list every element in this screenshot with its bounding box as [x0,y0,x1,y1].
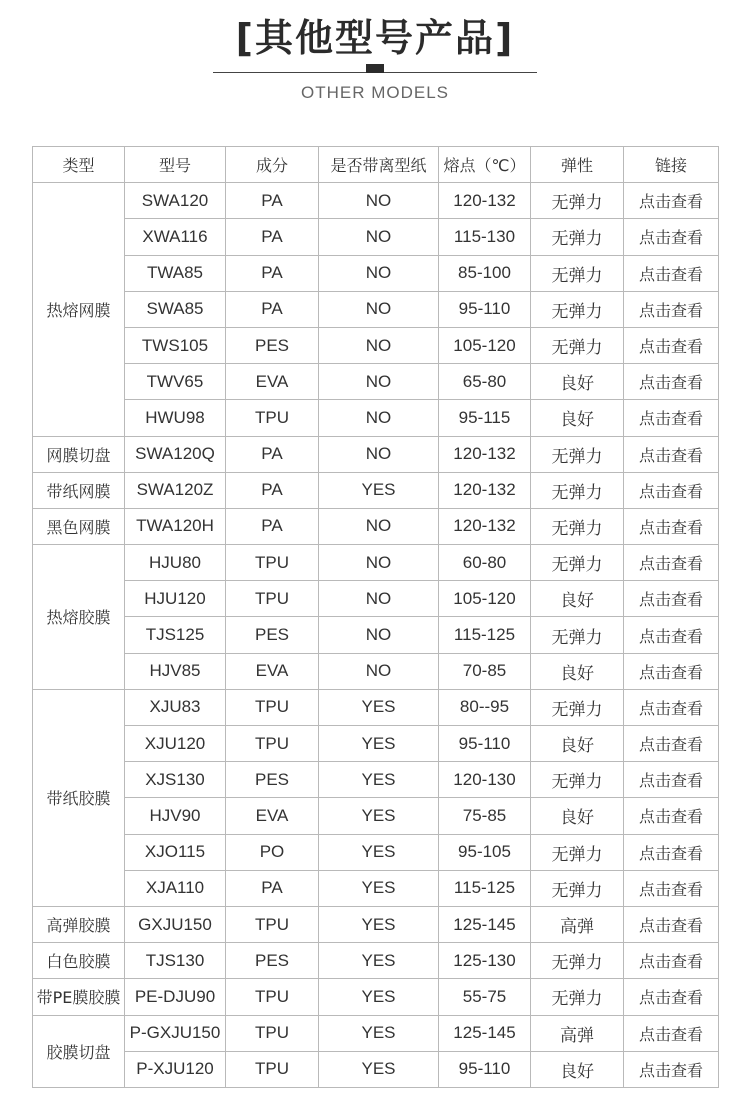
type-cell: 黑色网膜 [33,508,125,544]
release-paper-cell: NO [319,400,439,436]
melting-point-cell: 60-80 [439,545,531,581]
model-cell: XJO115 [125,834,226,870]
melting-point-cell: 125-130 [439,943,531,979]
melting-point-cell: 65-80 [439,364,531,400]
elasticity-cell: 良好 [531,726,624,762]
type-cell: 热熔网膜 [33,183,125,436]
table-row [33,400,719,436]
melting-point-cell: 120-132 [439,472,531,508]
material-cell: PES [226,762,319,798]
release-paper-cell: NO [319,327,439,363]
melting-point-cell: 95-110 [439,726,531,762]
melting-point-cell: 55-75 [439,979,531,1015]
melting-point-cell: 115-125 [439,617,531,653]
table-row [33,979,719,1015]
table-row [33,436,719,472]
view-details-link[interactable]: 点击查看 [624,183,719,219]
table-row [33,798,719,834]
type-cell: 高弹胶膜 [33,906,125,942]
model-cell: TWS105 [125,327,226,363]
view-details-link[interactable]: 点击查看 [624,291,719,327]
release-paper-cell: YES [319,798,439,834]
table-row [33,870,719,906]
material-cell: PES [226,617,319,653]
table-row [33,219,719,255]
release-paper-cell: NO [319,508,439,544]
melting-point-cell: 75-85 [439,798,531,834]
melting-point-cell: 95-105 [439,834,531,870]
view-details-link[interactable]: 点击查看 [624,617,719,653]
melting-point-cell: 120-132 [439,508,531,544]
view-details-link[interactable]: 点击查看 [624,364,719,400]
material-cell: PA [226,508,319,544]
view-details-link[interactable]: 点击查看 [624,689,719,725]
elasticity-cell: 无弹力 [531,943,624,979]
model-cell: HWU98 [125,400,226,436]
material-cell: TPU [226,906,319,942]
elasticity-cell: 无弹力 [531,979,624,1015]
table-row [33,255,719,291]
view-details-link[interactable]: 点击查看 [624,219,719,255]
melting-point-cell: 120-130 [439,762,531,798]
view-details-link[interactable]: 点击查看 [624,327,719,363]
view-details-link[interactable]: 点击查看 [624,545,719,581]
view-details-link[interactable]: 点击查看 [624,1015,719,1051]
release-paper-cell: NO [319,581,439,617]
model-cell: P-XJU120 [125,1051,226,1087]
material-cell: EVA [226,653,319,689]
model-cell: TWA85 [125,255,226,291]
melting-point-cell: 120-132 [439,436,531,472]
model-cell: TWV65 [125,364,226,400]
release-paper-cell: NO [319,183,439,219]
elasticity-cell: 无弹力 [531,689,624,725]
release-paper-cell: NO [319,436,439,472]
column-header-elasticity: 弹性 [531,147,624,183]
table-row [33,472,719,508]
type-cell: 带纸胶膜 [33,689,125,906]
material-cell: TPU [226,1015,319,1051]
table-row [33,653,719,689]
table-body [33,183,719,1088]
model-cell: SWA120Z [125,472,226,508]
release-paper-cell: YES [319,472,439,508]
release-paper-cell: YES [319,1051,439,1087]
elasticity-cell: 无弹力 [531,219,624,255]
table-row [33,726,719,762]
table-row [33,762,719,798]
table-row [33,943,719,979]
view-details-link[interactable]: 点击查看 [624,798,719,834]
release-paper-cell: NO [319,255,439,291]
elasticity-cell: 无弹力 [531,255,624,291]
material-cell: PA [226,219,319,255]
model-cell: HJV85 [125,653,226,689]
material-cell: EVA [226,364,319,400]
elasticity-cell: 无弹力 [531,183,624,219]
release-paper-cell: NO [319,219,439,255]
material-cell: TPU [226,689,319,725]
elasticity-cell: 高弹 [531,906,624,942]
model-cell: XJU83 [125,689,226,725]
release-paper-cell: NO [319,617,439,653]
type-cell: 带纸网膜 [33,472,125,508]
elasticity-cell: 无弹力 [531,617,624,653]
view-details-link[interactable]: 点击查看 [624,508,719,544]
melting-point-cell: 105-120 [439,327,531,363]
material-cell: PO [226,834,319,870]
title-underline-accent [366,64,384,73]
elasticity-cell: 良好 [531,364,624,400]
elasticity-cell: 良好 [531,581,624,617]
table-row [33,1015,719,1051]
material-cell: EVA [226,798,319,834]
table-row [33,508,719,544]
elasticity-cell: 无弹力 [531,508,624,544]
column-header-link: 链接 [624,147,719,183]
melting-point-cell: 115-130 [439,219,531,255]
material-cell: PA [226,436,319,472]
table-row [33,545,719,581]
model-cell: SWA85 [125,291,226,327]
table-row [33,364,719,400]
material-cell: PA [226,870,319,906]
type-cell: 网膜切盘 [33,436,125,472]
view-details-link[interactable]: 点击查看 [624,726,719,762]
model-cell: GXJU150 [125,906,226,942]
page-title: [其他型号产品] [235,16,515,60]
type-cell: 带PE膜胶膜 [33,979,125,1015]
material-cell: TPU [226,979,319,1015]
release-paper-cell: YES [319,943,439,979]
column-header-release-paper: 是否带离型纸 [319,147,439,183]
view-details-link[interactable]: 点击查看 [624,436,719,472]
model-cell: TJS125 [125,617,226,653]
release-paper-cell: YES [319,870,439,906]
melting-point-cell: 125-145 [439,1015,531,1051]
material-cell: TPU [226,1051,319,1087]
table-row [33,581,719,617]
release-paper-cell: YES [319,762,439,798]
elasticity-cell: 无弹力 [531,834,624,870]
view-details-link[interactable]: 点击查看 [624,400,719,436]
release-paper-cell: YES [319,689,439,725]
type-cell: 白色胶膜 [33,943,125,979]
melting-point-cell: 115-125 [439,870,531,906]
view-details-link[interactable]: 点击查看 [624,472,719,508]
release-paper-cell: YES [319,906,439,942]
elasticity-cell: 无弹力 [531,291,624,327]
column-header-melting-point: 熔点（℃） [439,147,531,183]
elasticity-cell: 良好 [531,1051,624,1087]
table-row [33,617,719,653]
table-row [33,327,719,363]
view-details-link[interactable]: 点击查看 [624,653,719,689]
melting-point-cell: 95-110 [439,291,531,327]
page-subtitle: OTHER MODELS [300,83,450,102]
material-cell: TPU [226,726,319,762]
elasticity-cell: 高弹 [531,1015,624,1051]
release-paper-cell: YES [319,1015,439,1051]
release-paper-cell: YES [319,726,439,762]
material-cell: PA [226,183,319,219]
melting-point-cell: 95-115 [439,400,531,436]
release-paper-cell: YES [319,979,439,1015]
elasticity-cell: 无弹力 [531,870,624,906]
view-details-link[interactable]: 点击查看 [624,1051,719,1087]
melting-point-cell: 85-100 [439,255,531,291]
header-row [33,147,719,183]
model-cell: TJS130 [125,943,226,979]
release-paper-cell: NO [319,653,439,689]
melting-point-cell: 125-145 [439,906,531,942]
view-details-link[interactable]: 点击查看 [624,255,719,291]
material-cell: PES [226,327,319,363]
model-cell: XWA116 [125,219,226,255]
elasticity-cell: 无弹力 [531,472,624,508]
release-paper-cell: NO [319,545,439,581]
release-paper-cell: NO [319,364,439,400]
table-row [33,689,719,725]
table-row [33,906,719,942]
material-cell: TPU [226,581,319,617]
view-details-link[interactable]: 点击查看 [624,943,719,979]
page-header [0,0,750,140]
elasticity-cell: 无弹力 [531,327,624,363]
view-details-link[interactable]: 点击查看 [624,906,719,942]
model-cell: PE-DJU90 [125,979,226,1015]
model-cell: XJS130 [125,762,226,798]
material-cell: TPU [226,400,319,436]
model-cell: P-GXJU150 [125,1015,226,1051]
column-header-type: 类型 [33,147,125,183]
model-cell: SWA120Q [125,436,226,472]
melting-point-cell: 70-85 [439,653,531,689]
column-header-model: 型号 [125,147,226,183]
model-cell: HJU120 [125,581,226,617]
release-paper-cell: NO [319,291,439,327]
elasticity-cell: 良好 [531,653,624,689]
model-cell: XJU120 [125,726,226,762]
model-cell: SWA120 [125,183,226,219]
material-cell: PA [226,255,319,291]
elasticity-cell: 无弹力 [531,545,624,581]
release-paper-cell: YES [319,834,439,870]
view-details-link[interactable]: 点击查看 [624,762,719,798]
view-details-link[interactable]: 点击查看 [624,834,719,870]
model-cell: HJV90 [125,798,226,834]
model-cell: XJA110 [125,870,226,906]
model-cell: HJU80 [125,545,226,581]
column-header-material: 成分 [226,147,319,183]
melting-point-cell: 95-110 [439,1051,531,1087]
view-details-link[interactable]: 点击查看 [624,979,719,1015]
elasticity-cell: 良好 [531,798,624,834]
type-cell: 胶膜切盘 [33,1015,125,1087]
models-table [32,146,719,1088]
table-row [33,291,719,327]
material-cell: TPU [226,545,319,581]
melting-point-cell: 80--95 [439,689,531,725]
table-row [33,1051,719,1087]
view-details-link[interactable]: 点击查看 [624,870,719,906]
material-cell: PES [226,943,319,979]
model-cell: TWA120H [125,508,226,544]
elasticity-cell: 无弹力 [531,436,624,472]
material-cell: PA [226,472,319,508]
melting-point-cell: 120-132 [439,183,531,219]
material-cell: PA [226,291,319,327]
melting-point-cell: 105-120 [439,581,531,617]
elasticity-cell: 无弹力 [531,762,624,798]
elasticity-cell: 良好 [531,400,624,436]
view-details-link[interactable]: 点击查看 [624,581,719,617]
table-row [33,834,719,870]
table-row [33,183,719,219]
type-cell: 热熔胶膜 [33,545,125,690]
